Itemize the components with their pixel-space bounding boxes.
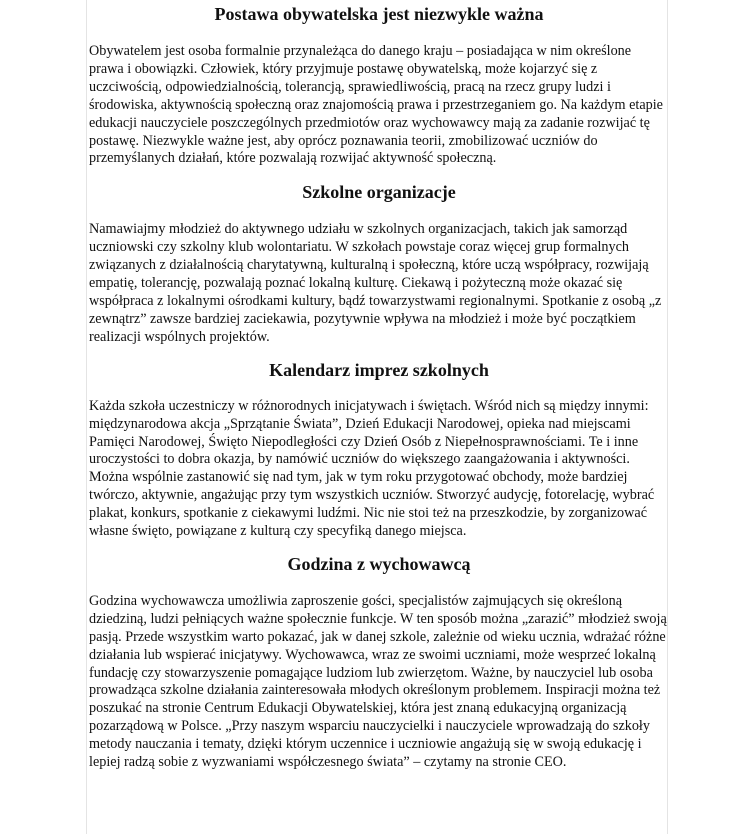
section-paragraph: Każda szkoła uczestniczy w różnorodnych inicjatywach i świętach. Wśród nich są między innymi: międzynarodowa akcja „Sprzątanie Świata”, Dzień Edukacji Narodowej, opieka nad miejscami Pamięci Narodowej, Święto Niepodległości czy Dzień Osób z Niepełnosprawnościami. Te i inne uroczystości to dobra okazja, by namówić uczniów do większego zaangażowania i aktywności. Można wspólnie zastanowić się nad tym, jak w tym roku przygotować obchody, może bardziej twórczo, aktywnie, angażując przy tym wszystkich uczniów. Stworzyć audycję, fotorelację, wybrać plakat, konkurs, spotkanie z ciekawymi ludźmi. Nic nie stoi też na przeszkodzie, by zorganizować własne święto, powiązane z kulturą czy specyfiką danego miejsca. — [89, 397, 655, 540]
section-civic-attitude — [89, 3, 669, 168]
section-heading: Postawa obywatelska jest niezwykle ważna — [214, 4, 544, 24]
section-school-events-calendar — [89, 359, 669, 541]
section-paragraph: Godzina wychowawcza umożliwia zaproszenie gości, specjalistów zajmujących się określoną dziedziną, ludzi pełniących ważne społecznie funkcje. W ten sposób można „zarazić” młodzież swoją pasją. Przede wszystkim warto pokazać, jak w danej szkole, zależnie od wieku ucznia, wdrażać różne działania lub wspierać inicjatywy. Wychowawca, wraz ze swoimi uczniami, może wesprzeć lokalną fundację czy stowarzyszenie pomagające ludziom lub zwierzętom. Ważne, by nauczyciel lub osoba prowadząca szkolne działania zainteresowała młodych określonym problemem. Inspiracji można też poszukać na stronie Centrum Edukacji Obywatelskiej, która jest znaną edukacyjną organizacją pozarządową w Polsce. „Przy naszym wsparciu nauczycielki i nauczyciele wprowadzają do szkoły metody nauczania i tematy, dzięki którym uczennice i uczniowie angażują się w swoją edukację i lepiej radzą sobie z wyzwaniami współczesnego świata” – czytamy na stronie CEO. — [89, 592, 667, 771]
page-left-edge — [86, 0, 87, 834]
section-heading: Kalendarz imprez szkolnych — [269, 359, 489, 380]
document-content — [89, 3, 669, 772]
section-heading: Godzina z wychowawcą — [287, 553, 471, 574]
section-school-organizations — [89, 181, 669, 346]
section-paragraph: Obywatelem jest osoba formalnie przynależąca do danego kraju – posiadająca w nim określone prawa i obowiązki. Człowiek, który przyjmuje postawę obywatelską, może kojarzyć się z uczciwością, odpowiedzialnością, tolerancją, sprawiedliwością, pracą na rzecz grupy ludzi i środowiska, aktywnością społeczną oraz znajomością prawa i przestrzeganiem go. Na każdym etapie edukacji nauczyciele poszczególnych przedmiotów oraz wychowawcy mają za zadanie rozwijać tę postawę. Niezwykle ważne jest, aby oprócz poznawania teorii, zmobilizować uczniów do przemyślanych działań, które pozwalają rozwijać aktywność społeczną. — [89, 43, 663, 167]
section-homeroom-hour — [89, 553, 669, 772]
section-heading: Szkolne organizacje — [302, 182, 456, 203]
section-paragraph: Namawiajmy młodzież do aktywnego udziału w szkolnych organizacjach, takich jak samorząd uczniowski czy szkolny klub wolontariatu. W szkołach powstaje coraz więcej grup formalnych związanych z działalnością charytatywną, kulturalną i społeczną, które uczą współpracy, rozwijają empatię, tolerancję, pozwalają poznać lokalną kulturę. Ciekawą i pożyteczną może okazać się współpraca z lokalnymi ośrodkami kultury, bądź towarzystwami regionalnymi. Spotkanie z osobą „z zewnątrz” zawsze bardziej zaciekawia, pozytywnie wpływa na młodzież i może być początkiem realizacji wspólnych projektów. — [89, 221, 662, 345]
